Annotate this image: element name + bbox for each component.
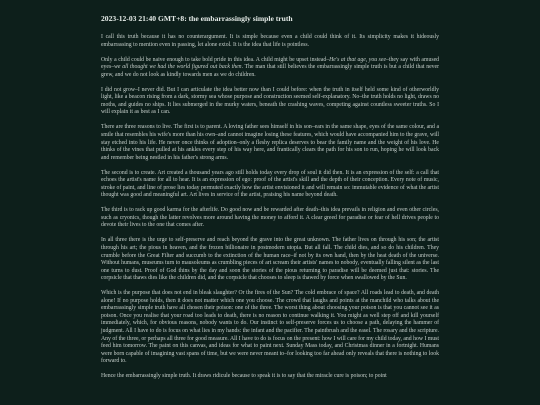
paragraph-text: Which is the purpose that does not end in bleak slaughter? Or the fires of the Sun? The cold embrace of space? All roads lead to death, and death alone! If no purpose holds, then it does not matter which one you choose. The crowd that laughs and points at the manchild who talks about the embarrassingly simple truth have all chosen their poison: one of the three. The worst thing about choosing your poison is that you cannot see it as poison. Once you realise that your road too leads to death, there is no reason to continue walking it. You might as well step off and kill yourself immediately, which, for obvious reasons, nobody wants to do. Our instinct to self-preserve forces us to choose a path, delaying the hammer of judgment. All I have to do is focus on what lies in my hands: the infant and the pacifier. The paintbrush and the easel. The rosary and the scripture. Any of the three, or perhaps all three for good measure. All I have to do is focus on the present: how I will care for my child today, and how I must feed him tomorrow. The paint on this canvas, and ideas for what to paint next. Sunday Mass today, and Christmas dinner in a fortnight. Humans were born capable of imagining vast spans of time, but we were never meant to–for looking too far ahead only reveals that there is nothing to look forward to.	[101, 290, 439, 365]
paragraph-text: . The man that still believes the embarrassingly simple truth is but a child that never grew, and we do not look as kindly towards men as we do children.	[101, 64, 440, 78]
body-paragraph	[101, 57, 439, 80]
body-paragraph	[101, 237, 439, 282]
paragraph-text: There are three reasons to live. The first is to parent. A loving father sees himself in his son–ears in the same shape, eyes of the same colour, and a smile that resembles his wife's more than his own–and cannot imagine losing these features, which would have accompanied him to the grave, will stay etched into his life. He never once thinks of adoption–only a fleshy replica deserves to bear the family name and the weight of his love. He thinks of the vines that pulled at his ankles every step of his way here, and frantically clears the path for his son to run, hoping he will look back and remember being nestled in his father's strong arms.	[101, 124, 439, 161]
body-paragraph	[101, 373, 439, 381]
paragraph-text: In all three there is the urge to self-preserve and reach beyond the grave into the great unknown. The father lives on through his son; the artist through his art; the pious in heaven, and the frozen billionaire in postmodern utopia. But all fall. The child dies, and so do his children. They crumble before the Great Filter and succumb to the extinction of the human race–if not by its own hand, then by the heat death of the universe. Without humans, museums turn to mausoleums as crumbling pieces of art scream their artists' names to nobody, eventually falling silent as the last one turns to dust. Proof of God thins by the day and soon the stories of the pious returning to paradise will be deemed just that: stories. The corpsicle that thaws dies like the children did, and the corpsicle that chooses to sleep is thawed by force when swallowed by the Sun.	[101, 237, 439, 282]
paragraph-text: Hence the embarrassingly simple truth. It draws ridicule because to speak it is to say that the miracle cure is poison; to point	[101, 373, 387, 380]
body-paragraph	[101, 207, 439, 230]
post-title: 2023-12-03 21:40 GMT+8: the embarrassingly simple truth	[101, 14, 293, 23]
body-paragraph	[101, 124, 439, 162]
paragraph-text: The second is to create. Art created a thousand years ago still holds today every drop of soul it did then. It is an expression of the self: a call that echoes the artist's name for all to hear. It is an expression of ego: proof of the artist's skill and the depth of their conception. Every note of music, stroke of paint, and line of prose lies today permuted exactly how the artist envisioned it and will remain so: immutable evidence of what the artist thought was good and meaningful art. Art lives in service of the artist, praising his name beyond death.	[101, 169, 439, 199]
body-paragraph	[101, 87, 439, 117]
paragraph-text: The third is to rack up good karma for the afterlife. Do good now and be rewarded after death–this idea prevails in religion and even other circles, such as cryonics, though the latter revolves more around having the money to afford it. A clear greed for paradise or fear of hell drives people to devote their lives to the one that comes after.	[101, 207, 439, 229]
body-paragraph	[101, 170, 439, 200]
post-content	[101, 14, 439, 388]
post-body	[101, 34, 439, 381]
paragraph-text: I call this truth because it has no counterargument. It is simple because even a child could think of it. Its simplicity makes it hideously embarrassing to mention even in passing, let alone extol. It is the idea that life is pointless.	[101, 34, 439, 48]
emphasized-text: we all thought we had the world figured out back then	[114, 64, 242, 71]
body-paragraph	[101, 34, 439, 49]
body-paragraph	[101, 290, 439, 365]
paragraph-text: I did not grow–I never did. But I can articulate the idea better now than I could before: when the truth in itself held some kind of otherworldly light, like a beacon rising from a dark, stormy sea whose purpose and construction seemed self-explanatory. No–the truth holds no light, draws no moths, and guides no ships. It lies submerged in the murky waters, beneath the crashing waves, competing against countless sweeter truths. So I will explain it as best as I can.	[101, 86, 439, 116]
paragraph-text: Only a child could be naive enough to take bold pride in this idea. A child might be upset instead–	[101, 56, 330, 63]
emphasized-text: He's at that age, you see	[329, 56, 387, 63]
paragraph-text: –they say with amused eyes–	[101, 56, 439, 71]
